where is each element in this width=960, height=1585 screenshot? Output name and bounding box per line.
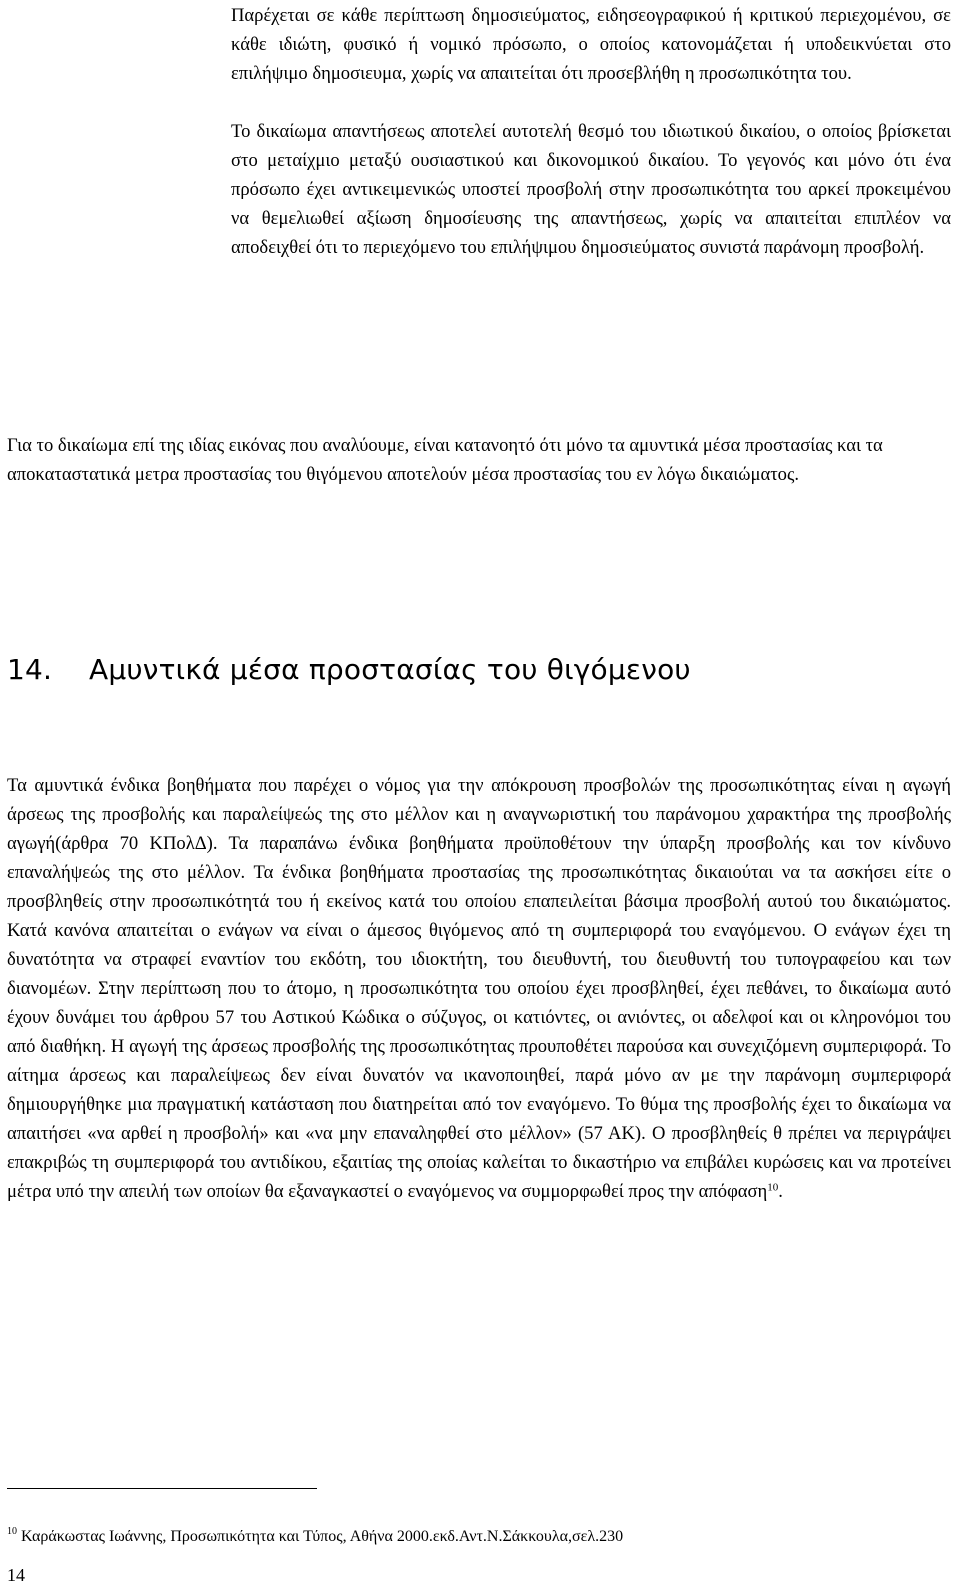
page-number: 14 — [7, 1565, 25, 1585]
paragraph-right-of-reply-nature: Το δικαίωμα απαντήσεως αποτελεί αυτοτελή θεσμό του ιδιωτικού δικαίου, ο οποίος βρίσκεται στο μεταίχμιο μεταξύ ουσιαστικού και δικονομικού δικαίου. Το γεγονός και μόνο ότι ένα πρόσωπο έχει αντικειμενικώς υποστεί προσβολή στην προσωπικότητα του αρκεί προκειμένου να θεμελιωθεί αξίωση δημοσίευσης της απαντήσεως, χωρίς να απαιτείται επιπλέον να αποδειχθεί ότι το περιεχόμενο του επιλήψιμου δημοσιεύματος συνιστά παράνομη προσβολή. — [231, 121, 951, 258]
footnote-text: Καράκωστας Ιωάννης, Προσωπικότητα και Τύπος, Αθήνα 2000.εκδ.Αντ.Ν.Σάκκουλα,σελ.230 — [17, 1528, 624, 1545]
remedies-body-text: Τα αμυντικά ένδικα βοηθήματα που παρέχει ο νόμος για την απόκρουση προσβολών της προσωπικότητας είναι η αγωγή άρσεως της προσβολής και παραλείψεώς της στο μέλλον και η αναγνωριστική του παράνομου χαρακτήρα της προσβολής αγωγή(άρθρα 70 ΚΠολΔ). Τα παραπάνω ένδικα βοηθήματα προϋποθέτουν την ύπαρξη προσβολής και τον κίνδυνο επαναλήψεώς της στο μέλλον. Τα ένδικα βοηθήματα προστασίας της προσωπικότητας δικαιούται να τα ασκήσει είτε ο προσβληθείς στην προσωπικότητά του ή εκείνος κατά του οποίου επαπειλείται βάσιμα προσβολή αυτού του δικαιώματος. Κατά κανόνα απαιτείται ο ενάγων να είναι ο άμεσος θιγόμενος από τη συμπεριφορά του εναγόμενου. Ο ενάγων έχει τη δυνατότητα να στραφεί εναντίον του εκδότη, του ιδιοκτήτη, του διευθυντή, του διευθυντή του τυπογραφείου και των διανομέων. Στην περίπτωση που το άτομο, η προσωπικότητα του οποίου έχει προσβληθεί, έχει πεθάνει, το δικαίωμα αυτό έχουν δυνάμει του άρθρου 57 του Αστικού Κώδικα ο σύζυγος, οι κατιόντες, οι ανιόντες, οι αδελφοί και οι κληρονόμοι του από διαθήκη. Η αγωγή της άρσεως προσβολής της προσωπικότητας προυποθέτει παρούσα και συνεχιζόμενη συμπεριφορά. Το αίτημα άρσεως και παραλείψεως δεν είναι δυνατόν να ικανοποιηθεί, παρά μόνο αν με την παράνομη συμπεριφορά δημιουργήθηκε μια πραγματική κατάσταση που διατηρείται από τον εναγόμενο. Το θύμα της προσβολής έχει το δικαίωμα να απαιτήσει «να αρθεί η προσβολή» και «να μην επαναληφθεί στο μέλλον» (57 ΑΚ). Ο προσβληθείς θ πρέπει να περιγράψει επακριβώς τη συμπεριφορά του αντιδίκου, εξαιτίας της οποίας καλείται το δικαστήριο να επιβάλει κυρώσεις και να προτείνει μέτρα υπό την απειλή των οποίων θα εξαναγκαστεί ο εναγόμενος να συμμορφωθεί προς την απόφαση — [7, 775, 951, 1202]
section-number: 14. — [7, 653, 53, 686]
footnote — [7, 1526, 623, 1548]
paragraph-right-of-reply-definition: Παρέχεται σε κάθε περίπτωση δημοσιεύματος, ειδησεογραφικού ή κριτικού περιεχομένου, σε κάθε ιδιώτη, φυσικό ή νομικό πρόσωπο, ο οποίος κατονομάζεται ή υποδεικνύεται στο επιλήψιμο δημοσιευμα, χωρίς να απαιτείται ότι προσεβλήθη η προσωπικότητα του. — [231, 5, 951, 84]
section-title: Αμυντικά μέσα προστασίας του θιγόμενου — [89, 653, 691, 686]
paragraph-defensive-remedies — [7, 771, 951, 1206]
section-heading — [7, 650, 691, 690]
footnote-reference[interactable]: 10 — [767, 1181, 779, 1194]
paragraph-image-right-means: Για το δικαίωμα επί της ιδίας εικόνας που αναλύουμε, είναι κατανοητό ότι μόνο τα αμυντικά μέσα προστασίας και τα αποκαταστατικά μετρα προστασίας του θιγόμενου αποτελούν μέσα προστασίας του εν λόγω δικαιώματος. — [7, 435, 883, 485]
footnote-marker: 10 — [7, 1526, 17, 1537]
remedies-end-punctuation: . — [778, 1181, 783, 1202]
footnote-separator — [7, 1488, 317, 1489]
